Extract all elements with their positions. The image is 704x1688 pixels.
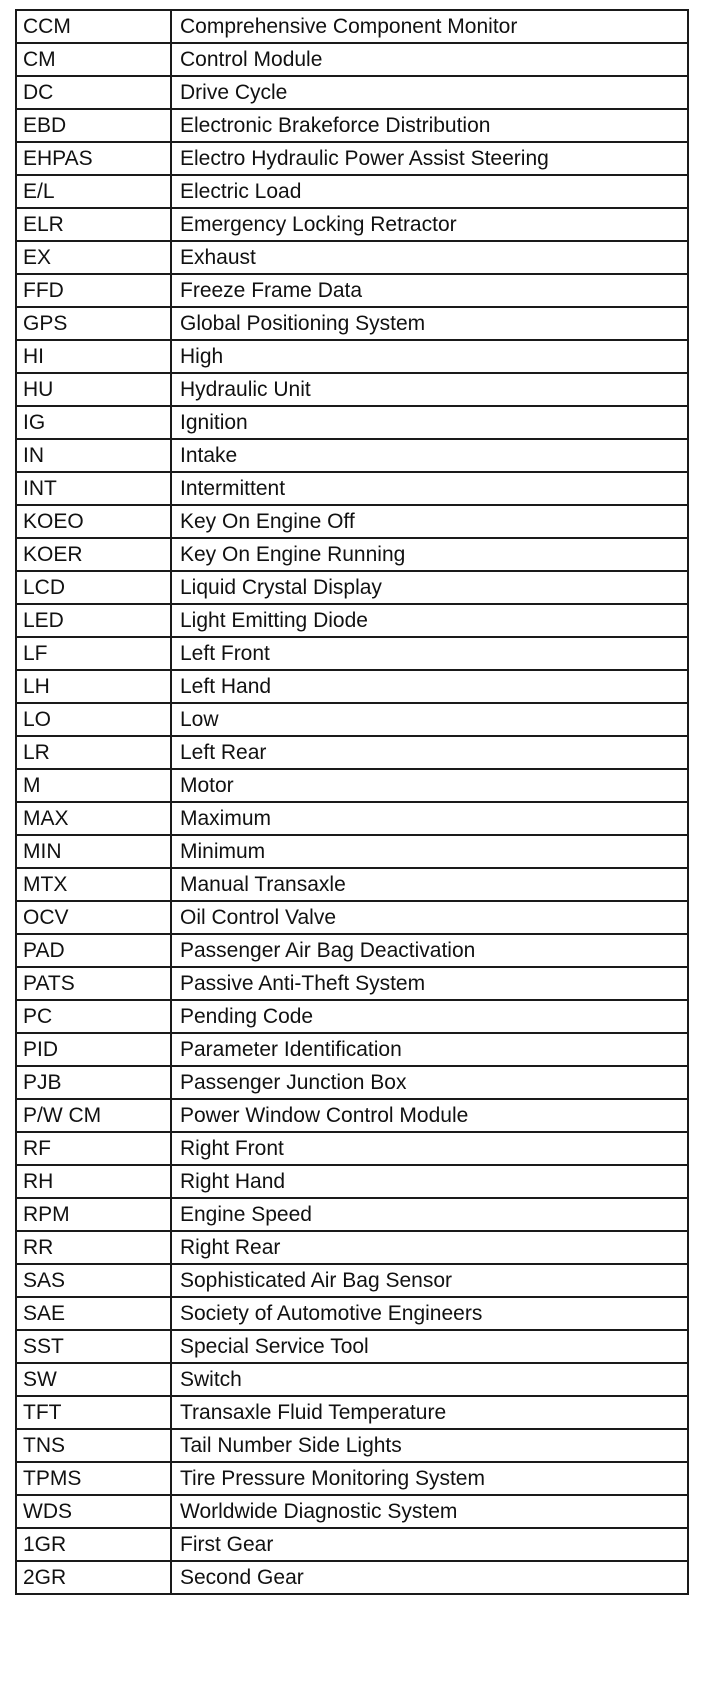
abbreviation-cell: MAX: [16, 802, 171, 835]
meaning-cell: High: [171, 340, 688, 373]
table-row: [16, 538, 688, 571]
abbreviation-cell: WDS: [16, 1495, 171, 1528]
meaning-cell: Special Service Tool: [171, 1330, 688, 1363]
table-row: [16, 472, 688, 505]
abbreviation-cell: KOER: [16, 538, 171, 571]
meaning-cell: Drive Cycle: [171, 76, 688, 109]
table-row: [16, 1231, 688, 1264]
meaning-cell: Emergency Locking Retractor: [171, 208, 688, 241]
abbreviation-cell: OCV: [16, 901, 171, 934]
abbreviation-cell: ELR: [16, 208, 171, 241]
meaning-cell: Minimum: [171, 835, 688, 868]
meaning-cell: Intermittent: [171, 472, 688, 505]
abbreviation-cell: IN: [16, 439, 171, 472]
abbreviation-cell: 1GR: [16, 1528, 171, 1561]
meaning-cell: Low: [171, 703, 688, 736]
table-row: [16, 835, 688, 868]
meaning-cell: Control Module: [171, 43, 688, 76]
table-row: [16, 802, 688, 835]
meaning-cell: First Gear: [171, 1528, 688, 1561]
table-row: [16, 1000, 688, 1033]
meaning-cell: Key On Engine Off: [171, 505, 688, 538]
table-row: [16, 1429, 688, 1462]
table-row: [16, 604, 688, 637]
abbreviation-cell: GPS: [16, 307, 171, 340]
table-row: [16, 175, 688, 208]
meaning-cell: Sophisticated Air Bag Sensor: [171, 1264, 688, 1297]
meaning-cell: Passenger Junction Box: [171, 1066, 688, 1099]
abbreviation-cell: TPMS: [16, 1462, 171, 1495]
meaning-cell: Left Hand: [171, 670, 688, 703]
abbreviation-cell: DC: [16, 76, 171, 109]
meaning-cell: Global Positioning System: [171, 307, 688, 340]
table-row: [16, 1165, 688, 1198]
table-row: [16, 43, 688, 76]
abbreviation-cell: PATS: [16, 967, 171, 1000]
meaning-cell: Right Hand: [171, 1165, 688, 1198]
meaning-cell: Passenger Air Bag Deactivation: [171, 934, 688, 967]
table-row: [16, 439, 688, 472]
table-row: [16, 868, 688, 901]
abbreviation-cell: RF: [16, 1132, 171, 1165]
abbreviation-cell: KOEO: [16, 505, 171, 538]
abbreviation-cell: EBD: [16, 109, 171, 142]
abbreviation-cell: FFD: [16, 274, 171, 307]
abbreviation-table-body: [16, 10, 688, 1594]
meaning-cell: Right Front: [171, 1132, 688, 1165]
meaning-cell: Tire Pressure Monitoring System: [171, 1462, 688, 1495]
abbreviation-cell: RR: [16, 1231, 171, 1264]
meaning-cell: Comprehensive Component Monitor: [171, 10, 688, 43]
table-row: [16, 1396, 688, 1429]
meaning-cell: Electronic Brakeforce Distribution: [171, 109, 688, 142]
table-row: [16, 1066, 688, 1099]
abbreviation-cell: LF: [16, 637, 171, 670]
meaning-cell: Right Rear: [171, 1231, 688, 1264]
abbreviation-cell: EHPAS: [16, 142, 171, 175]
abbreviation-cell: SW: [16, 1363, 171, 1396]
meaning-cell: Engine Speed: [171, 1198, 688, 1231]
meaning-cell: Transaxle Fluid Temperature: [171, 1396, 688, 1429]
table-row: [16, 1528, 688, 1561]
meaning-cell: Light Emitting Diode: [171, 604, 688, 637]
table-row: [16, 340, 688, 373]
abbreviation-cell: PAD: [16, 934, 171, 967]
table-row: [16, 208, 688, 241]
abbreviation-cell: PID: [16, 1033, 171, 1066]
abbreviation-cell: IG: [16, 406, 171, 439]
meaning-cell: Key On Engine Running: [171, 538, 688, 571]
table-row: [16, 1462, 688, 1495]
table-row: [16, 901, 688, 934]
abbreviation-cell: SAS: [16, 1264, 171, 1297]
abbreviation-cell: LCD: [16, 571, 171, 604]
table-row: [16, 571, 688, 604]
abbreviation-cell: CCM: [16, 10, 171, 43]
abbreviation-cell: EX: [16, 241, 171, 274]
meaning-cell: Exhaust: [171, 241, 688, 274]
table-row: [16, 1099, 688, 1132]
abbreviation-cell: MTX: [16, 868, 171, 901]
table-row: [16, 1363, 688, 1396]
meaning-cell: Freeze Frame Data: [171, 274, 688, 307]
abbreviation-cell: RPM: [16, 1198, 171, 1231]
abbreviation-cell: CM: [16, 43, 171, 76]
abbreviation-cell: PC: [16, 1000, 171, 1033]
abbreviation-cell: LR: [16, 736, 171, 769]
meaning-cell: Motor: [171, 769, 688, 802]
meaning-cell: Power Window Control Module: [171, 1099, 688, 1132]
abbreviation-cell: INT: [16, 472, 171, 505]
meaning-cell: Oil Control Valve: [171, 901, 688, 934]
table-row: [16, 1132, 688, 1165]
table-row: [16, 76, 688, 109]
abbreviation-cell: MIN: [16, 835, 171, 868]
table-row: [16, 736, 688, 769]
abbreviation-cell: SST: [16, 1330, 171, 1363]
abbreviation-cell: PJB: [16, 1066, 171, 1099]
table-row: [16, 142, 688, 175]
table-row: [16, 670, 688, 703]
table-row: [16, 241, 688, 274]
table-row: [16, 373, 688, 406]
abbreviation-cell: 2GR: [16, 1561, 171, 1594]
meaning-cell: Left Rear: [171, 736, 688, 769]
meaning-cell: Society of Automotive Engineers: [171, 1297, 688, 1330]
abbreviation-cell: P/W CM: [16, 1099, 171, 1132]
meaning-cell: Intake: [171, 439, 688, 472]
meaning-cell: Hydraulic Unit: [171, 373, 688, 406]
abbreviation-cell: SAE: [16, 1297, 171, 1330]
abbreviation-cell: LED: [16, 604, 171, 637]
table-row: [16, 406, 688, 439]
table-row: [16, 505, 688, 538]
table-row: [16, 10, 688, 43]
table-row: [16, 934, 688, 967]
table-row: [16, 109, 688, 142]
meaning-cell: Ignition: [171, 406, 688, 439]
table-row: [16, 1330, 688, 1363]
abbreviation-table: [15, 9, 689, 1595]
abbreviation-cell: E/L: [16, 175, 171, 208]
table-row: [16, 637, 688, 670]
meaning-cell: Liquid Crystal Display: [171, 571, 688, 604]
table-row: [16, 967, 688, 1000]
table-row: [16, 703, 688, 736]
table-row: [16, 1033, 688, 1066]
table-row: [16, 1495, 688, 1528]
abbreviation-cell: TNS: [16, 1429, 171, 1462]
meaning-cell: Manual Transaxle: [171, 868, 688, 901]
meaning-cell: Second Gear: [171, 1561, 688, 1594]
table-row: [16, 1297, 688, 1330]
meaning-cell: Pending Code: [171, 1000, 688, 1033]
meaning-cell: Maximum: [171, 802, 688, 835]
meaning-cell: Electric Load: [171, 175, 688, 208]
abbreviation-cell: HU: [16, 373, 171, 406]
table-row: [16, 307, 688, 340]
table-row: [16, 1198, 688, 1231]
abbreviation-cell: M: [16, 769, 171, 802]
meaning-cell: Tail Number Side Lights: [171, 1429, 688, 1462]
meaning-cell: Passive Anti-Theft System: [171, 967, 688, 1000]
meaning-cell: Parameter Identification: [171, 1033, 688, 1066]
abbreviation-cell: HI: [16, 340, 171, 373]
meaning-cell: Electro Hydraulic Power Assist Steering: [171, 142, 688, 175]
abbreviation-cell: LH: [16, 670, 171, 703]
meaning-cell: Worldwide Diagnostic System: [171, 1495, 688, 1528]
meaning-cell: Left Front: [171, 637, 688, 670]
abbreviation-cell: TFT: [16, 1396, 171, 1429]
table-row: [16, 1561, 688, 1594]
table-row: [16, 1264, 688, 1297]
table-row: [16, 769, 688, 802]
abbreviation-cell: LO: [16, 703, 171, 736]
table-row: [16, 274, 688, 307]
meaning-cell: Switch: [171, 1363, 688, 1396]
abbreviation-cell: RH: [16, 1165, 171, 1198]
